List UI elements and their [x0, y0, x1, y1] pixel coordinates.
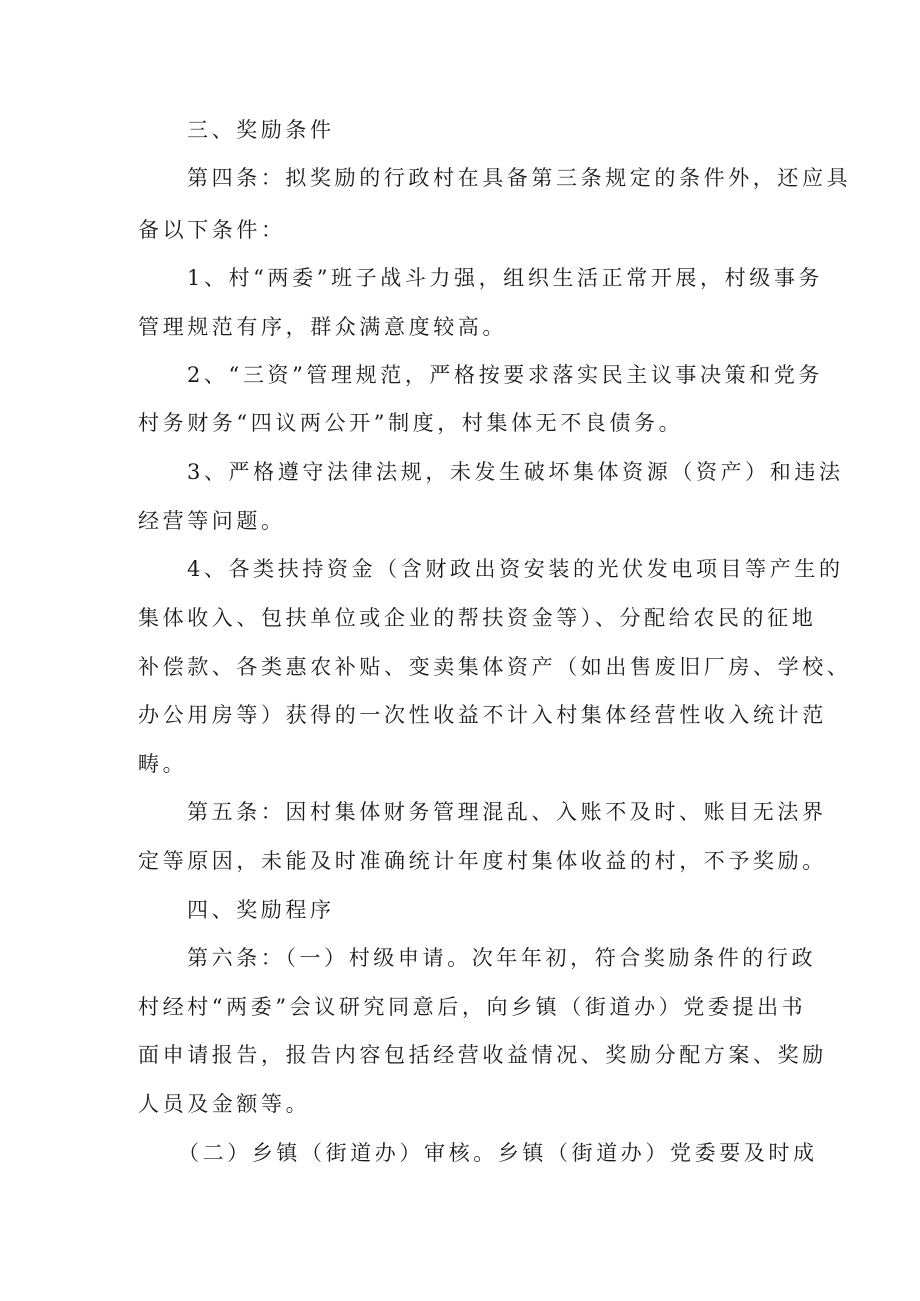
condition-4-line-3: 补偿款、各类惠农补贴、变卖集体资产（如出售废旧厂房、学校、 [138, 655, 852, 679]
condition-1-line-1: 1、村“两委”班子战斗力强，组织生活正常开展，村级事务 [187, 266, 824, 290]
article-6-line-1: 第六条：（一）村级申请。次年年初，符合奖励条件的行政 [187, 946, 817, 970]
condition-3-line-2: 经营等问题。 [138, 509, 286, 533]
condition-4-line-1: 4、各类扶持资金（含财政出资安装的光伏发电项目等产生的 [187, 557, 844, 581]
condition-2-line-1: 2、“三资”管理规范，严格按要求落实民主议事决策和党务 [187, 363, 824, 387]
article-6-part-2-line-1: （二）乡镇（街道办）审核。乡镇（街道办）党委要及时成 [178, 1141, 818, 1165]
condition-4-line-4: 办公用房等）获得的一次性收益不计入村集体经营性收入统计范 [138, 703, 827, 727]
article-4-line-2: 备以下条件： [138, 218, 286, 242]
condition-4-line-5: 畴。 [138, 752, 188, 776]
condition-4-line-2: 集体收入、包扶单位或企业的帮扶资金等）、分配给农民的征地 [138, 606, 817, 630]
article-6-line-3: 面申请报告，报告内容包括经营收益情况、奖励分配方案、奖励 [138, 1043, 827, 1067]
condition-3-line-1: 3、严格遵守法律法规，未发生破坏集体资源（资产）和违法 [187, 460, 844, 484]
section-heading-reward-conditions: 三、奖励条件 [187, 118, 335, 142]
condition-2-line-2: 村务财务“四议两公开”制度，村集体无不良债务。 [138, 411, 684, 435]
article-4-line-1: 第四条：拟奖励的行政村在具备第三条规定的条件外，还应具 [187, 166, 852, 190]
article-6-line-4: 人员及金额等。 [138, 1092, 311, 1116]
article-6-line-2: 村经村“两委”会议研究同意后，向乡镇（街道办）党委提出书 [138, 995, 807, 1019]
condition-1-line-2: 管理规范有序，群众满意度较高。 [138, 315, 507, 339]
article-5-line-1: 第五条：因村集体财务管理混乱、入账不及时、账目无法界 [187, 800, 827, 824]
section-heading-reward-procedure: 四、奖励程序 [187, 898, 335, 922]
article-5-line-2: 定等原因，未能及时准确统计年度村集体收益的村，不予奖励。 [138, 849, 827, 873]
